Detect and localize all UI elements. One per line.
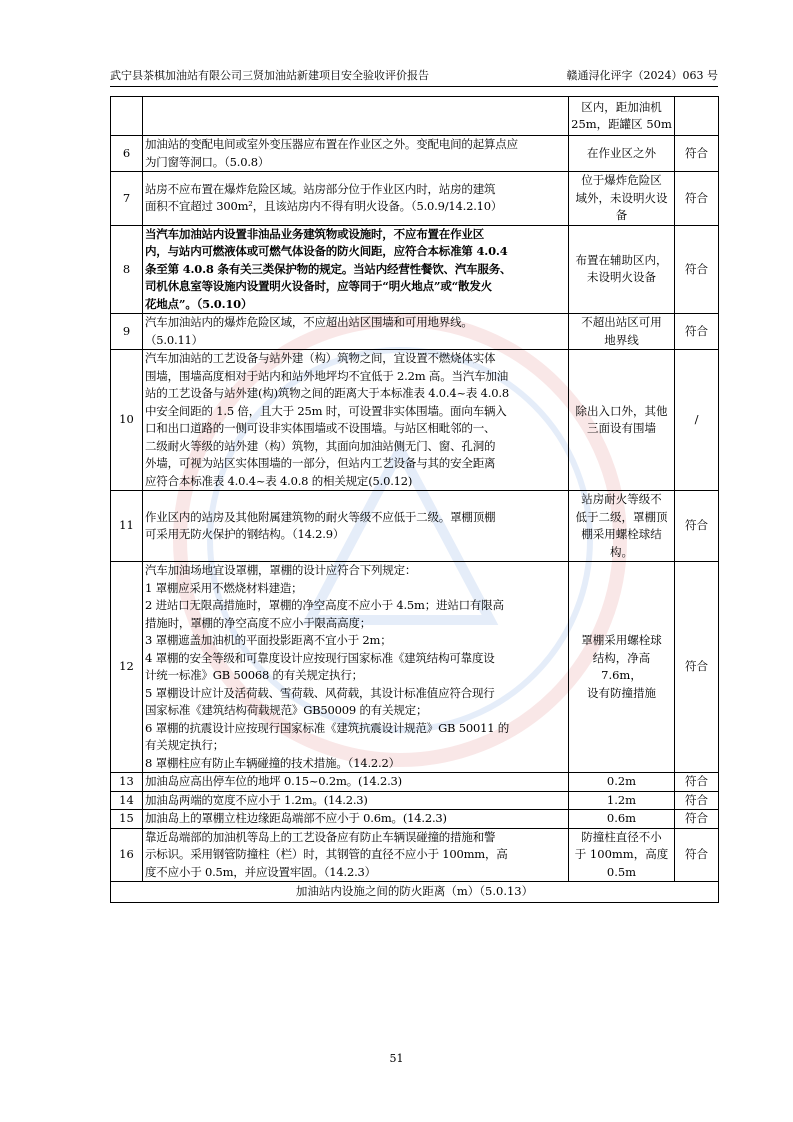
result-cell: 区内，距加油机 25m，距罐区 50m	[569, 97, 675, 136]
requirement-line: 1 罩棚应采用不燃烧材料建造；	[145, 580, 303, 595]
requirement-text	[143, 810, 569, 829]
requirement-line: 作业区内的站房及其他附属建筑物的耐火等级不应低于二级。罩棚顶棚	[145, 509, 496, 524]
verdict-cell: 符合	[675, 136, 719, 172]
requirement-line: 站房不应布置在爆炸危险区域。站房部分位于作业区内时，站房的建筑	[145, 181, 496, 196]
inspection-result	[569, 791, 675, 810]
result-line: 除出入口外，其他	[575, 403, 668, 418]
requirement-line: 4 罩棚的安全等级和可靠度设计应按现行国家标准《建筑结构可靠度设	[145, 650, 495, 665]
row-number: 12	[111, 562, 143, 773]
verdict-cell: 符合	[675, 491, 719, 562]
result-line: 未设明火设备	[587, 270, 656, 285]
result-line: 防撞柱直径不小	[581, 829, 662, 844]
inspection-result	[569, 225, 675, 314]
requirement-line: 围墙，围墙高度相对于站内和站外地坪均不宜低于 2.2m 高。当汽车加油	[145, 368, 509, 383]
requirement-line: （5.0.11）	[145, 332, 203, 347]
row-number: 9	[111, 314, 143, 350]
requirement-line: 措施时，罩棚的净空高度不应小于限高高度；	[145, 615, 371, 630]
table-row	[111, 773, 719, 792]
fire-distance-caption: 加油站内设施之间的防火距离（m）（5.0.13）	[111, 882, 719, 903]
result-line: 域外，未设明火设	[575, 190, 668, 205]
table-row	[111, 172, 719, 226]
requirement-line: 汽车加油场地宜设罩棚，罩棚的设计应符合下列规定：	[145, 563, 417, 577]
verdict-cell: 符合	[675, 225, 719, 314]
result-line: 不超出站区可用	[581, 315, 662, 329]
requirement-line: 加油岛应高出停车位的地坪 0.15~0.2m。(14.2.3)	[145, 774, 402, 788]
table-row	[111, 136, 719, 172]
requirement-line: 靠近岛端部的加油机等岛上的工艺设备应有防止车辆误碰撞的措施和警	[145, 829, 496, 844]
requirement-text	[143, 225, 569, 314]
result-line: 站房耐火等级不	[581, 492, 662, 506]
verdict-cell: 符合	[675, 773, 719, 792]
result-line: 0.2m	[606, 774, 637, 788]
requirement-line: 5 罩棚设计应计及活荷载、雪荷载、风荷载，其设计标准值应符合现行	[145, 685, 495, 700]
row-number: 11	[111, 491, 143, 562]
requirement-text	[143, 350, 569, 491]
requirement-line: 汽车加油站内的爆炸危险区域，不应超出站区围墙和可用地界线。	[145, 315, 473, 329]
result-line: 布置在辅助区内，	[575, 252, 668, 267]
requirement-line: 加油岛上的罩棚立柱边缘距岛端部不应小于 0.6m。(14.2.3)	[145, 811, 447, 825]
result-line: 于 100mm，高度	[574, 847, 669, 861]
requirement-line: 站的工艺设备与站外建(构)筑物之间的距离大于本标准表 4.0.4~表 4.0.8	[145, 386, 509, 400]
requirement-text	[143, 562, 569, 773]
inspection-result	[569, 350, 675, 491]
requirement-line: 花地点”。（5.0.10）	[145, 296, 253, 311]
report-number: 赣通浔化评字（2024）063 号	[566, 69, 718, 82]
table-row	[111, 225, 719, 314]
requirement-line: 计统一标准》GB 50068 的有关规定执行；	[145, 668, 363, 682]
requirement-text	[143, 773, 569, 792]
verdict-cell: 符合	[675, 828, 719, 882]
requirement-line: 应符合本标准表 4.0.4~表 4.0.8 的相关规定(5.0.12)	[145, 473, 413, 488]
requirement-line: 加油岛两端的宽度不应小于 1.2m。(14.2.3)	[145, 792, 368, 807]
requirement-line: 2 进站口无限高措施时，罩棚的净空高度不应小于 4.5m；进站口有限高	[145, 598, 504, 612]
inspection-result	[569, 810, 675, 829]
result-line: 备	[615, 208, 628, 222]
requirement-text	[143, 791, 569, 810]
row-number: 7	[111, 172, 143, 226]
result-line: 构。	[610, 544, 633, 559]
result-line: 0.5m	[606, 864, 637, 879]
result-line: 位于爆炸危险区	[581, 173, 662, 187]
requirement-line: 当汽车加油站内设置非油品业务建筑物或设施时，不应布置在作业区	[145, 226, 484, 241]
row-number: 16	[111, 828, 143, 882]
result-line: 罩棚采用螺栓球	[581, 633, 662, 647]
inspection-result	[569, 562, 675, 773]
requirement-line: 示标识。采用钢管防撞柱（栏）时，其钢管的直径不应小于 100mm，高	[145, 847, 508, 861]
page-number: 51	[389, 1052, 404, 1065]
result-line: 三面设有围墙	[587, 421, 656, 435]
inspection-result	[569, 773, 675, 792]
verdict-cell: 符合	[675, 562, 719, 773]
table-footer-row	[111, 882, 719, 903]
requirement-text	[143, 828, 569, 882]
verdict-cell: 符合	[675, 172, 719, 226]
inspection-result	[569, 136, 675, 172]
requirement-line: 内，与站内可燃液体或可燃气体设备的防火间距，应符合本标准第 4.0.4	[145, 244, 508, 258]
requirement-text	[143, 491, 569, 562]
result-line: 棚采用螺栓球结	[581, 527, 662, 541]
table-row	[111, 350, 719, 491]
evaluation-table	[110, 96, 719, 903]
table-row	[111, 314, 719, 350]
result-line: 设有防撞措施	[587, 685, 656, 700]
table-row	[111, 828, 719, 882]
result-line: 结构，净高 7.6m，	[592, 650, 651, 682]
table-row	[111, 562, 719, 773]
requirement-text	[143, 136, 569, 172]
requirement-line: 加油站的变配电间或室外变压器应布置在作业区之外。变配电间的起算点应	[145, 137, 518, 151]
result-line: 在作业区之外	[587, 145, 656, 160]
result-line: 低于二级，罩棚顶	[575, 509, 668, 524]
requirement-line: 中安全间距的 1.5 倍，且大于 25m 时，可设置非实体围墙。面向车辆入	[145, 403, 507, 418]
row-number: 15	[111, 810, 143, 829]
requirement-text	[143, 172, 569, 226]
requirement-line: 为门窗等洞口。（5.0.8）	[145, 154, 270, 169]
inspection-result	[569, 491, 675, 562]
row-number: 10	[111, 350, 143, 491]
requirement-line: 3 罩棚遮盖加油机的平面投影距离不宜小于 2m；	[145, 633, 392, 647]
requirement-line: 外墙，可视为站区实体围墙的一部分，但站内工艺设备与其的安全距离	[145, 456, 496, 470]
requirement-line: 可采用无防火保护的钢结构。（14.2.9）	[145, 527, 345, 541]
requirement-line: 国家标准《建筑结构荷载规范》GB50009 的有关规定；	[145, 703, 428, 717]
result-line: 1.2m	[606, 792, 637, 807]
inspection-result	[569, 172, 675, 226]
requirement-line: 6 罩棚的抗震设计应按现行国家标准《建筑抗震设计规范》GB 50011 的	[145, 720, 510, 735]
verdict-cell: 符合	[675, 314, 719, 350]
verdict-cell: 符合	[675, 791, 719, 810]
report-title: 武宁县茶棋加油站有限公司三贤加油站新建项目安全验收评价报告	[110, 69, 429, 82]
table-row	[111, 791, 719, 810]
page-header	[110, 66, 718, 87]
row-number: 13	[111, 773, 143, 792]
requirement-line: 8 罩棚柱应有防止车辆碰撞的技术措施。（14.2.2）	[145, 755, 400, 770]
requirement-line: 度不应小于 0.5m，并应设置牢固。（14.2.3）	[145, 864, 376, 879]
requirement-line: 面积不宜超过 300m²，且该站房内不得有明火设备。（5.0.9/14.2.10）	[145, 199, 503, 214]
result-line: 0.6m	[606, 811, 637, 825]
requirement-line: 口和出口道路的一侧可设非实体围墙或不设围墙。与站区相毗邻的一、	[145, 421, 496, 435]
table-row-continued	[111, 97, 719, 136]
verdict-cell: 符合	[675, 810, 719, 829]
requirement-line: 二级耐火等级的站外建（构）筑物，其面向加油站侧无门、窗、孔洞的	[145, 438, 496, 453]
verdict-cell: /	[675, 350, 719, 491]
row-number: 6	[111, 136, 143, 172]
requirement-line: 司机休息室等设施内设置明火设备时，应等同于“明火地点”或“散发火	[145, 279, 492, 293]
inspection-result	[569, 828, 675, 882]
table-row	[111, 491, 719, 562]
table-row	[111, 810, 719, 829]
requirement-line: 条至第 4.0.8 条有关三类保护物的规定。当站内经营性餐饮、汽车服务、	[145, 261, 512, 276]
result-line: 地界线	[604, 332, 639, 347]
inspection-result	[569, 314, 675, 350]
requirement-line: 有关规定执行；	[145, 738, 225, 752]
requirement-line: 汽车加油站的工艺设备与站外建（构）筑物之间，宜设置不燃烧体实体	[145, 351, 496, 365]
row-number: 14	[111, 791, 143, 810]
row-number: 8	[111, 225, 143, 314]
requirement-text	[143, 314, 569, 350]
